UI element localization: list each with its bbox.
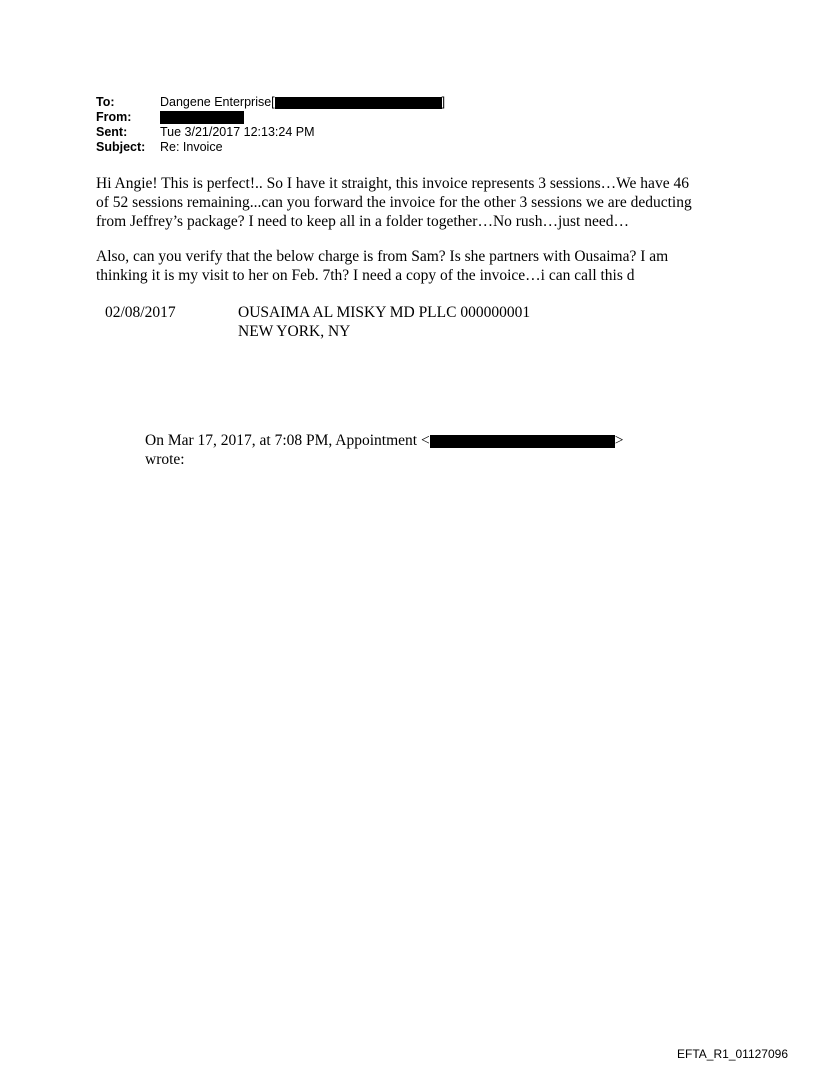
body-line: thinking it is my visit to her on Feb. 7th? I need a copy of the invoice…i can call this d <box>96 267 635 284</box>
quote-close-bracket: > <box>614 432 624 449</box>
body-line: of 52 sessions remaining...can you forward the invoice for the other 3 sessions we are deducting <box>96 194 692 211</box>
sent-row <box>96 125 445 140</box>
to-redaction <box>275 97 442 109</box>
quoted-reply-header <box>145 431 623 469</box>
from-redaction <box>160 111 244 124</box>
body-paragraph-1 <box>96 174 726 231</box>
to-close-bracket: ] <box>441 95 446 109</box>
quote-intro-line <box>145 431 623 450</box>
body-paragraph-2 <box>96 247 726 285</box>
to-label: To: <box>96 95 115 109</box>
from-label: From: <box>96 110 132 124</box>
charge-location: NEW YORK, NY <box>238 323 351 340</box>
charge-merchant: OUSAIMA AL MISKY MD PLLC 000000001 <box>238 304 531 321</box>
email-header <box>96 95 445 155</box>
sent-label: Sent: <box>96 125 128 139</box>
quote-email-redaction <box>430 435 615 448</box>
to-value: Dangene Enterprise[ <box>160 95 275 109</box>
from-row <box>96 110 445 125</box>
quote-wrote: wrote: <box>145 451 185 468</box>
to-row <box>96 95 445 110</box>
body-line: from Jeffrey’s package? I need to keep all in a folder together…No rush…just need… <box>96 213 629 230</box>
charge-date: 02/08/2017 <box>105 304 176 321</box>
sent-value: Tue 3/21/2017 12:13:24 PM <box>160 125 315 139</box>
body-line: Hi Angie! This is perfect!.. So I have it straight, this invoice represents 3 sessions…We have 46 <box>96 175 689 192</box>
document-id: EFTA_R1_01127096 <box>677 1047 788 1061</box>
subject-value: Re: Invoice <box>160 140 223 154</box>
subject-label: Subject: <box>96 140 146 154</box>
quote-intro: On Mar 17, 2017, at 7:08 PM, Appointment < <box>145 432 430 449</box>
subject-row <box>96 140 445 155</box>
body-line: Also, can you verify that the below charge is from Sam? Is she partners with Ousaima? I am <box>96 248 669 265</box>
